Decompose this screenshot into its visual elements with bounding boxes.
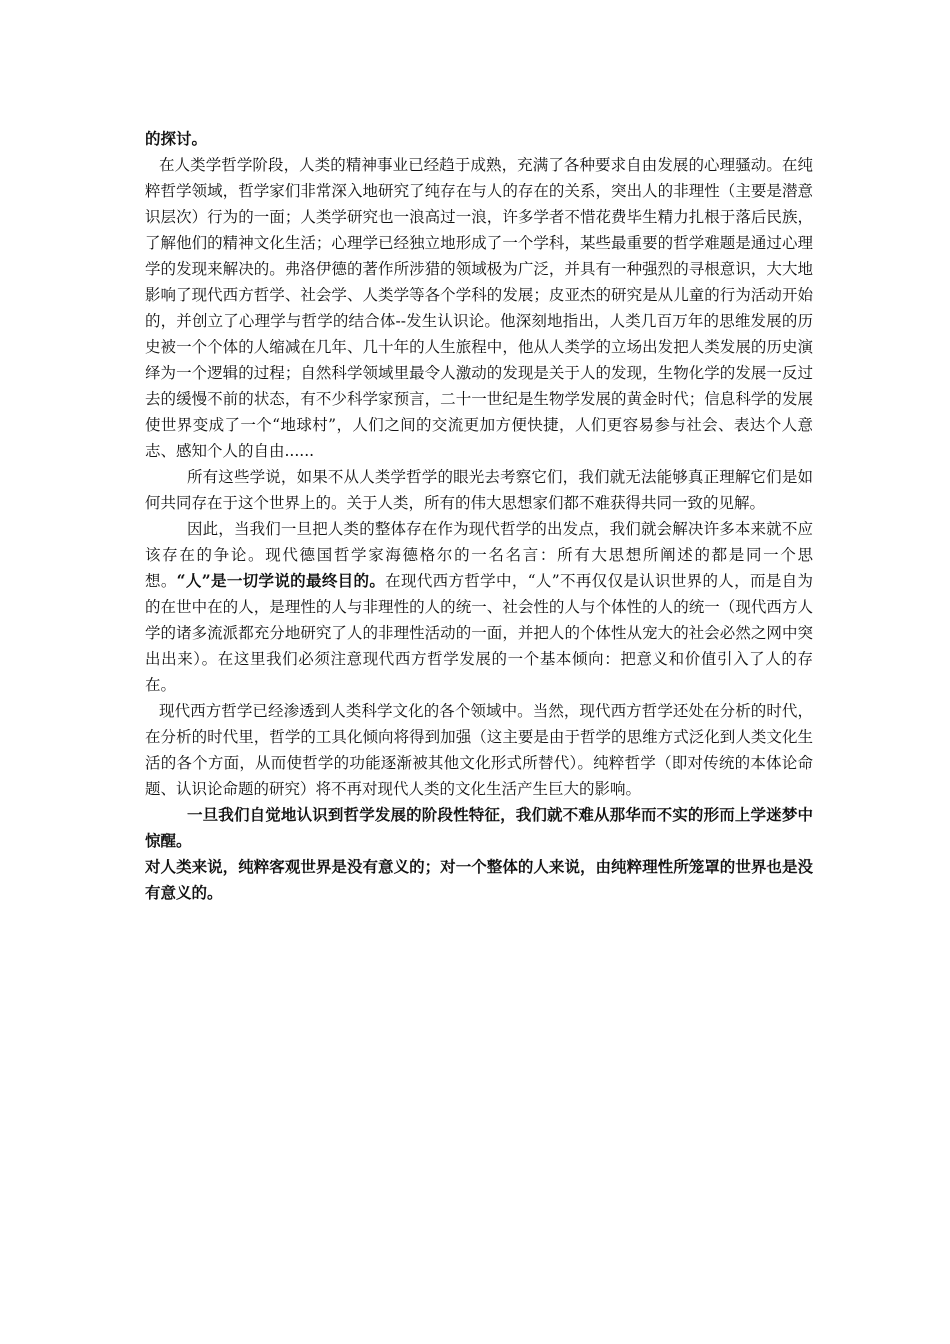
paragraph-conclusion: 对人类来说，纯粹客观世界是没有意义的；对一个整体的人来说，由纯粹理性所笼罩的世界也是没有意义的。 [145,857,813,902]
paragraph-human-whole-existence [145,516,813,698]
bold-thesis: “人”是一切学说的最终目的。 [176,571,386,590]
paragraph-text-after: 在现代西方哲学中，“人”不再仅仅是认识世界的人，而是自为的在世中在的人，是理性的人与非理性的人的统一、社会性的人与个体性的人的统一（现代西方人学的诸多流派都充分地研究了人的非理性活动的一面，并把人的个体性从宠大的社会必然之网中突出出来）。在这里我们必须注意现代西方哲学发展的一个基本倾向：把意义和价值引入了人的存在。 [145,572,813,694]
paragraph-awakening: 一旦我们自觉地认识到哲学发展的阶段性特征，我们就不难从那华而不实的形而上学迷梦中惊醒。 [145,805,813,850]
paragraph-anthropological-philosophy: 在人类学哲学阶段，人类的精神事业已经趋于成熟，充满了各种要求自由发展的心理骚动。在纯粹哲学领域，哲学家们非常深入地研究了纯存在与人的存在的关系，突出人的非理性（主要是潜意识层次）行为的一面；人类学研究也一浪高过一浪，许多学者不惜花费毕生精力扎根于落后民族，了解他们的精神文化生活；心理学已经独立地形成了一个学科，某些最重要的哲学难题是通过心理学的发现来解决的。弗洛伊德的著作所涉猎的领域极为广泛，并具有一种强烈的寻根意识，大大地影响了现代西方哲学、社会学、人类学等各个学科的发展；皮亚杰的研究是从儿童的行为活动开始的，并创立了心理学与哲学的结合体--发生认识论。他深刻地指出，人类几百万年的思维发展的历史被一个个体的人缩减在几年、几十年的人生旅程中，他从人类学的立场出发把人类发展的历史演绎为一个逻辑的过程；自然科学领域里最令人激动的发现是关于人的发现，生物化学的发展一反过去的缓慢不前的状态，有不少科学家预言，二十一世纪是生物学发展的黄金时代；信息科学的发展使世界变成了一个“地球村”，人们之间的交流更加方便快捷，人们更容易参与社会、表达个人意志、感知个人的自由...... [145,156,813,460]
paragraph-text-before: 因此，当我们一旦把人类的整体存在作为现代哲学的出发点，我们就会解决许多本来就不应该存在的争论。现代德国哲学家海德格尔的一名名言：所有大思想所阐述的都是同一个思想。 [145,520,813,590]
paragraph-continuation: 的探讨。 [145,129,208,148]
paragraph-all-theories: 所有这些学说，如果不从人类学哲学的眼光去考察它们，我们就无法能够真正理解它们是如何共同存在于这个世界上的。关于人类，所有的伟大思想家们都不难获得共同一致的见解。 [145,468,813,512]
document-body [145,126,813,906]
paragraph-analysis-era: 现代西方哲学已经渗透到人类科学文化的各个领域中。当然，现代西方哲学还处在分析的时代，在分析的时代里，哲学的工具化倾向将得到加强（这主要是由于哲学的思维方式泛化到人类文化生活的各个方面，从而使哲学的功能逐渐被其他文化形式所替代）。纯粹哲学（即对传统的本体论命题、认识论命题的研究）将不再对现代人类的文化生活产生巨大的影响。 [145,702,813,798]
